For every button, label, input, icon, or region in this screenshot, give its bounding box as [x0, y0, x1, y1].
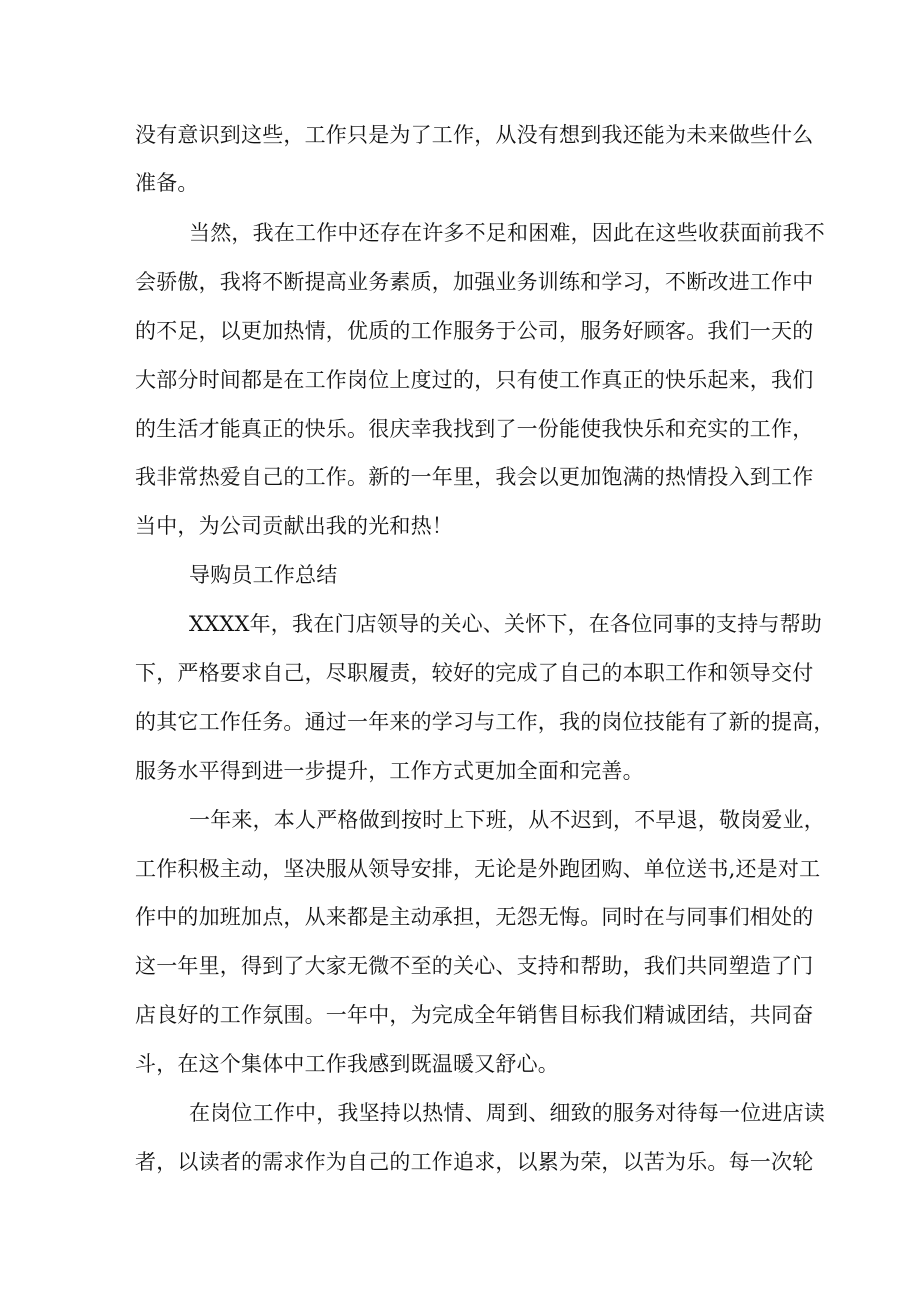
paragraph-line: 当然，我在工作中还存在许多不足和困难，因此在这些收获面前我不: [189, 221, 825, 245]
paragraph-line: 店良好的工作氛围。一年中，为完成全年销售目标我们精诚团结，共同奋: [135, 1003, 814, 1027]
paragraph-line: 我非常热爱自己的工作。新的一年里，我会以更加饱满的热情投入到工作: [135, 465, 814, 489]
paragraph-line: 服务水平得到进一步提升，工作方式更加全面和完善。: [135, 759, 644, 783]
paragraph-line: 斗，在这个集体中工作我感到既温暖又舒心。: [135, 1052, 559, 1076]
section-title: 导购员工作总结: [189, 563, 338, 587]
paragraph-line: 会骄傲，我将不断提高业务素质，加强业务训练和学习，不断改进工作中: [135, 270, 814, 294]
paragraph-line: 没有意识到这些，工作只是为了工作，从没有想到我还能为未来做些什么: [135, 123, 814, 147]
paragraph-line: 工作积极主动，坚决服从领导安排，无论是外跑团购、单位送书,还是对工: [135, 857, 821, 881]
paragraph-line: 一年来，本人严格做到按时上下班，从不迟到，不早退，敬岗爱业，: [189, 808, 825, 832]
paragraph-line: 的生活才能真正的快乐。很庆幸我找到了一份能使我快乐和充实的工作，: [135, 417, 814, 441]
paragraph-line: 当中，为公司贡献出我的光和热！: [135, 514, 453, 538]
paragraph-line: 准备。: [135, 171, 199, 195]
paragraph-line: 大部分时间都是在工作岗位上度过的，只有使工作真正的快乐起来，我们: [135, 368, 814, 392]
paragraph-line: 这一年里，得到了大家无微不至的关心、支持和帮助，我们共同塑造了门: [135, 954, 814, 978]
paragraph-line: XXXX年，我在门店领导的关心、关怀下，在各位同事的支持与帮助: [189, 612, 822, 636]
paragraph-line: 的不足，以更加热情，优质的工作服务于公司，服务好顾客。我们一天的: [135, 319, 814, 343]
paragraph-line: 者，以读者的需求作为自己的工作追求，以累为荣，以苦为乐。每一次轮: [135, 1150, 814, 1174]
paragraph-line: 作中的加班加点，从来都是主动承担，无怨无悔。同时在与同事们相处的: [135, 905, 814, 929]
paragraph-line: 下，严格要求自己，尽职履责，较好的完成了自己的本职工作和领导交付: [135, 661, 814, 685]
paragraph-line: 的其它工作任务。通过一年来的学习与工作，我的岗位技能有了新的提高，: [135, 710, 835, 734]
paragraph-line: 在岗位工作中，我坚持以热情、周到、细致的服务对待每一位进店读: [189, 1101, 825, 1125]
